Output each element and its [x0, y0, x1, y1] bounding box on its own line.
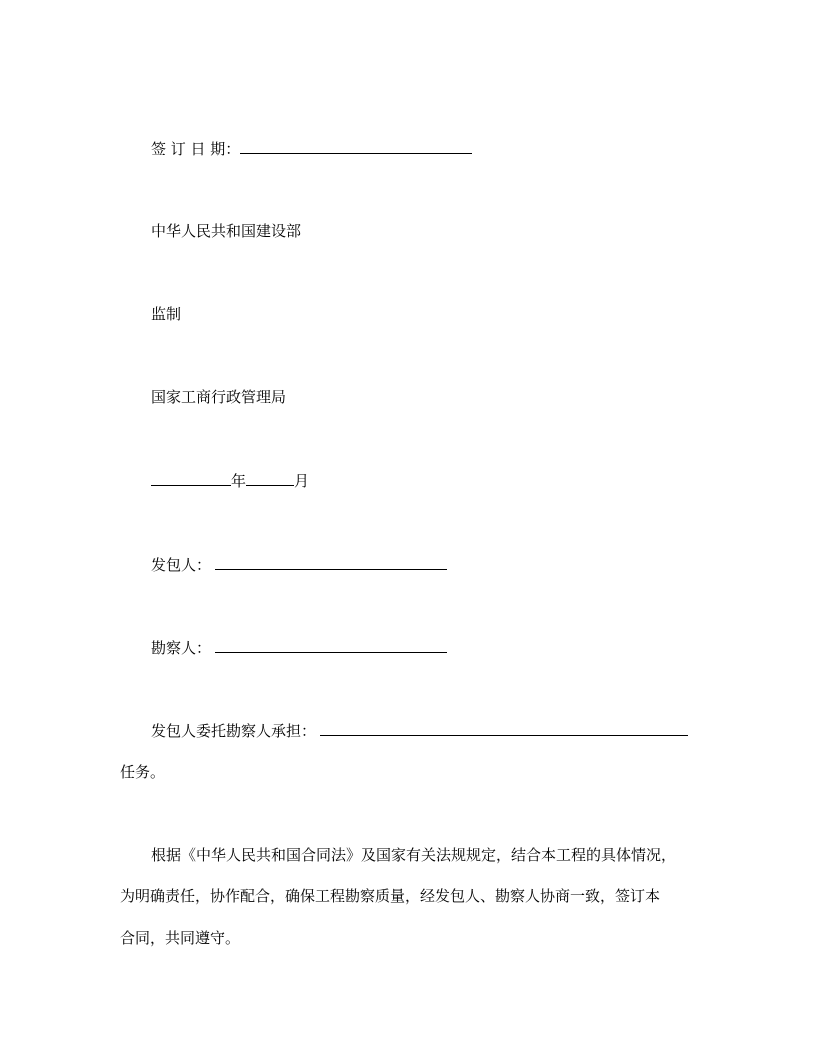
surveyor-blank — [215, 637, 447, 653]
year-month-row — [151, 470, 309, 491]
month-blank — [246, 470, 294, 486]
entrust-label: 发包人委托勘察人承担： — [151, 722, 317, 740]
year-blank — [151, 470, 231, 486]
year-label: 年 — [231, 472, 247, 490]
issuer-administration: 国家工商行政管理局 — [151, 388, 287, 406]
surveyor-row — [151, 637, 447, 658]
paragraph-line-2: 为明确责任，协作配合，确保工程勘察质量，经发包人、勘察人协商一致，签订本 — [120, 887, 661, 905]
sign-date-blank — [240, 138, 472, 154]
employer-label: 发包人： — [151, 556, 212, 574]
entrust-row — [151, 720, 688, 741]
employer-blank — [215, 554, 447, 570]
issuer-ministry: 中华人民共和国建设部 — [151, 222, 302, 240]
entrust-blank — [320, 720, 688, 736]
paragraph-line-1: 根据《中华人民共和国合同法》及国家有关法规规定，结合本工程的具体情况， — [151, 846, 677, 864]
employer-row — [151, 554, 447, 575]
paragraph-line-3: 合同，共同遵守。 — [120, 929, 241, 947]
surveyor-label: 勘察人： — [151, 639, 212, 657]
entrust-suffix: 任务。 — [120, 763, 166, 781]
sign-date-row — [151, 138, 472, 159]
sign-date-label: 签 订 日 期： — [151, 140, 241, 158]
month-label: 月 — [294, 472, 310, 490]
supervise-label: 监制 — [151, 305, 182, 323]
